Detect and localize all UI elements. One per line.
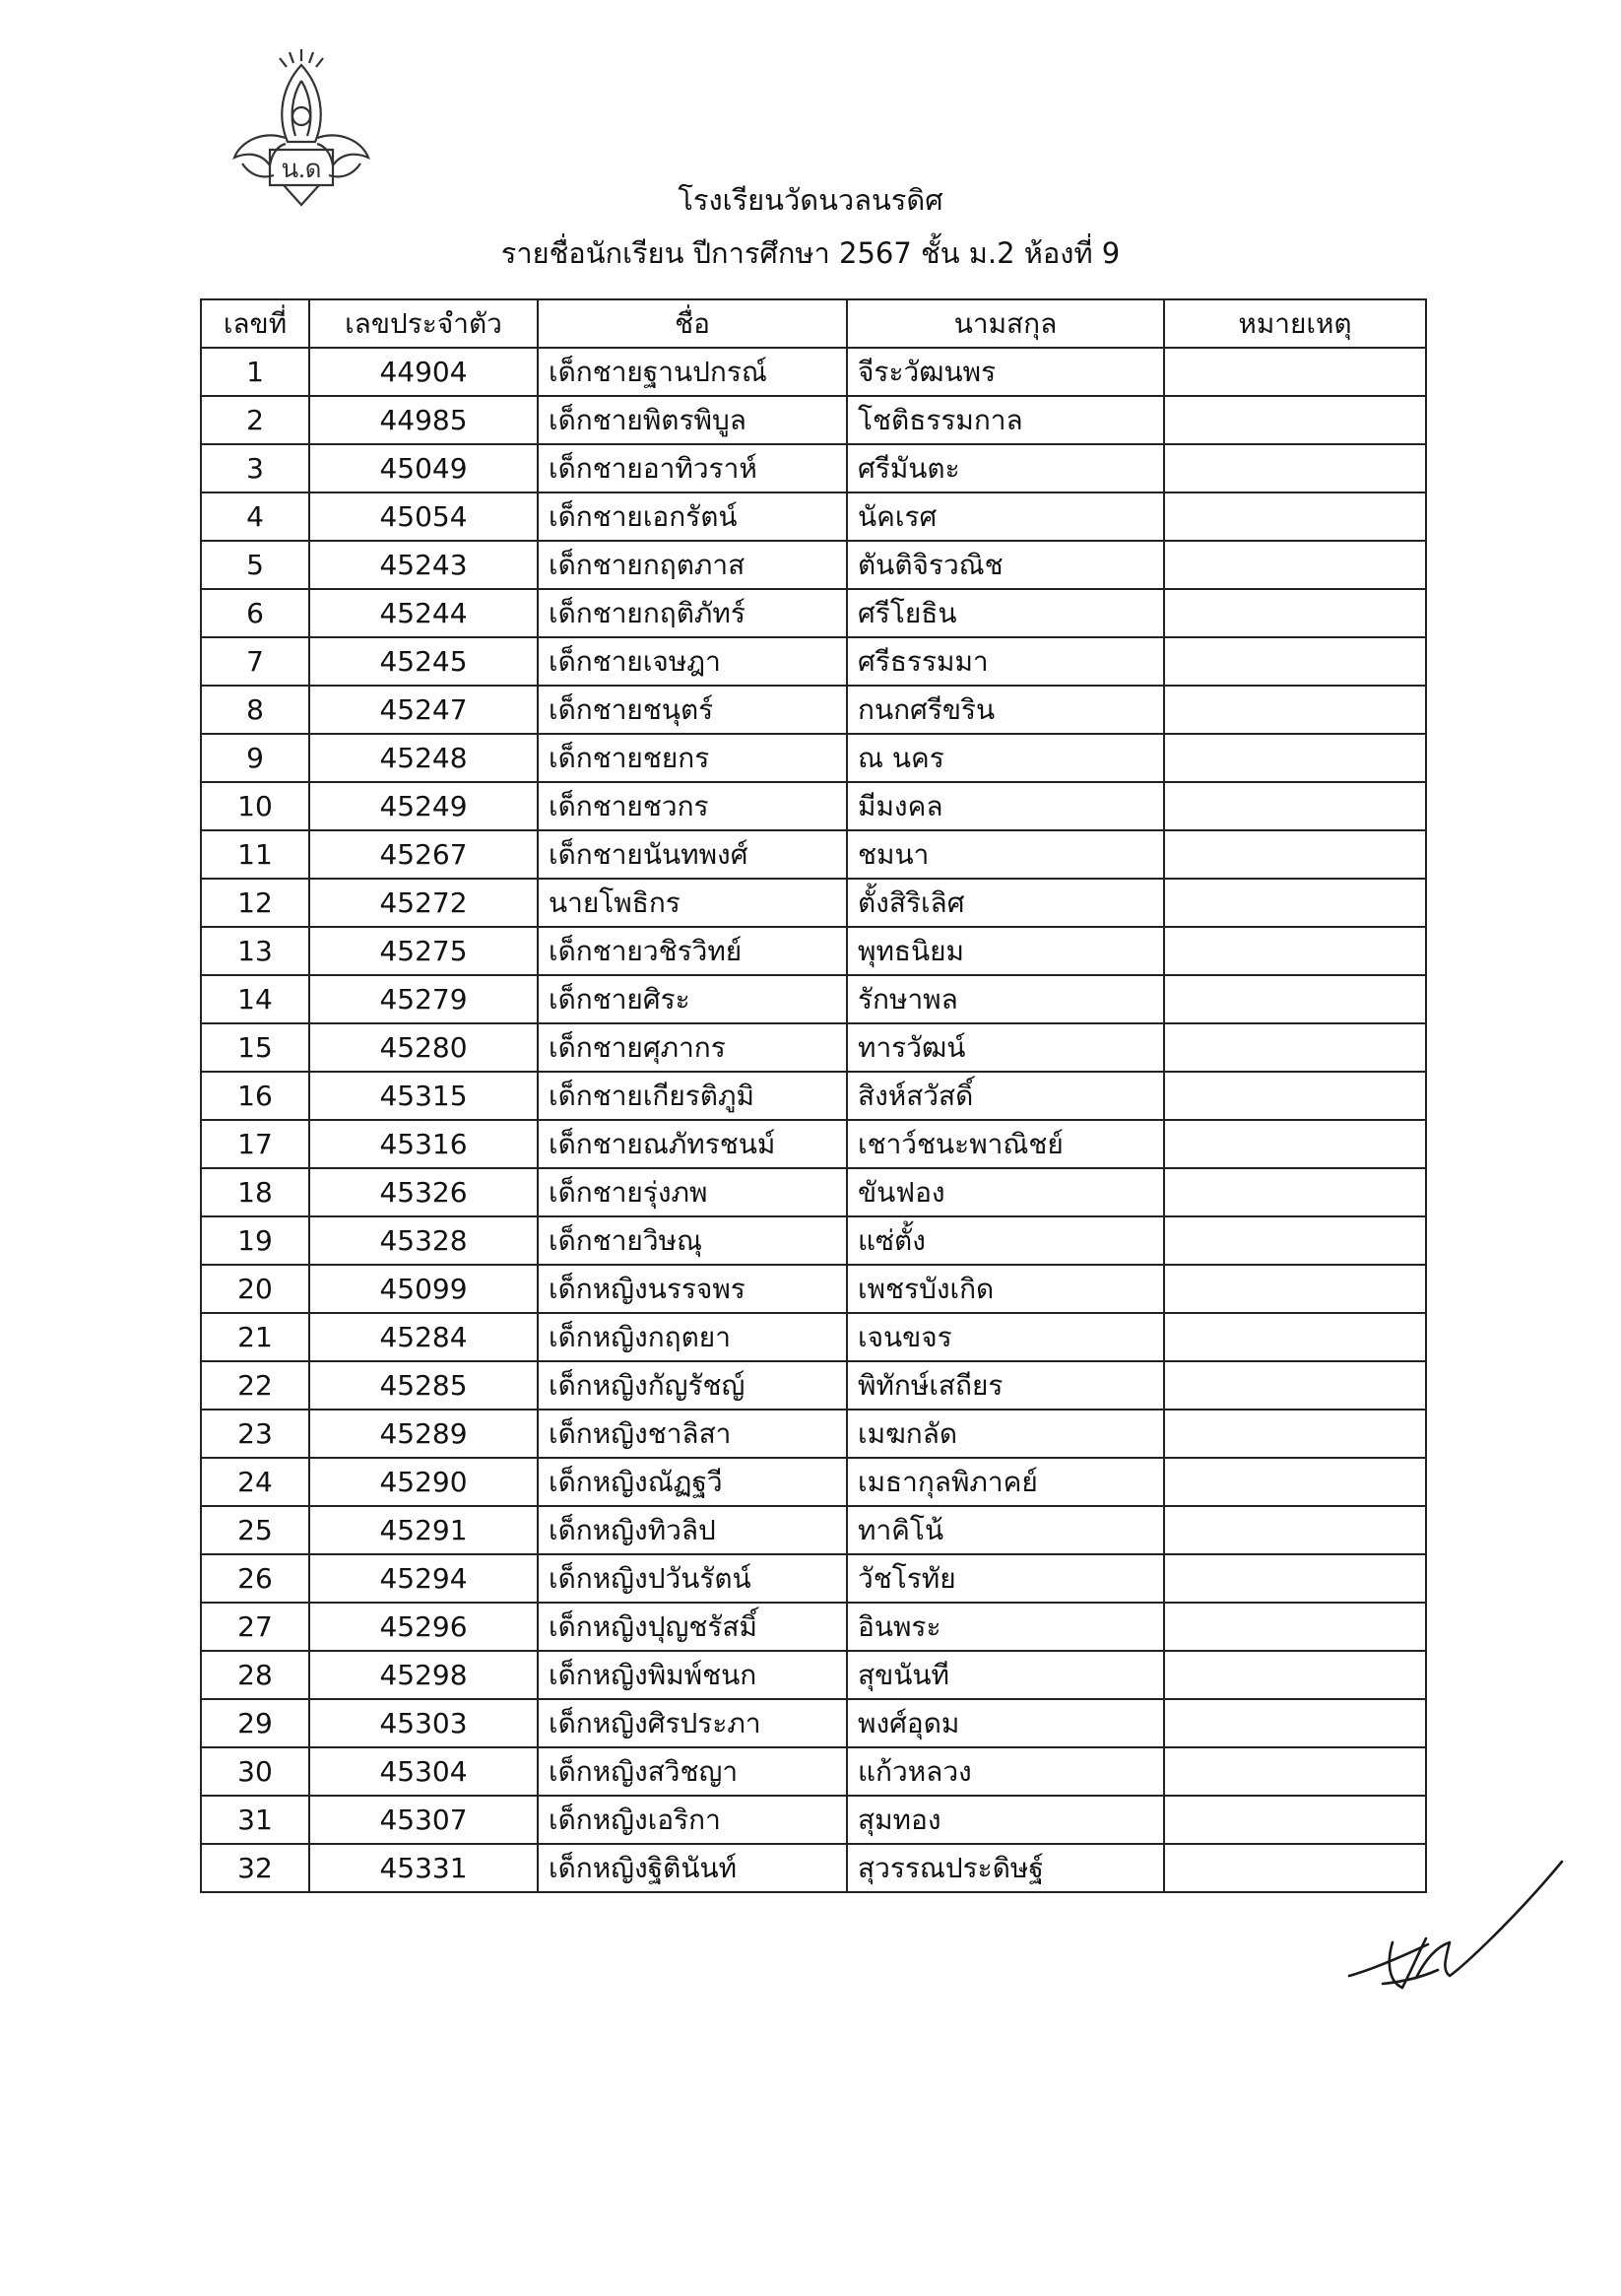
cell-first-name: เด็กชายนันทพงศ์	[538, 830, 847, 879]
cell-number: 31	[201, 1796, 309, 1844]
cell-student-id: 45316	[309, 1120, 538, 1168]
cell-number: 4	[201, 492, 309, 541]
cell-number: 14	[201, 975, 309, 1023]
table-row	[201, 782, 1426, 830]
cell-number: 30	[201, 1747, 309, 1796]
table-row	[201, 879, 1426, 927]
table-row	[201, 1458, 1426, 1506]
cell-remarks	[1164, 1313, 1426, 1361]
table-row	[201, 975, 1426, 1023]
table-row	[201, 1023, 1426, 1072]
cell-first-name: เด็กหญิงสวิชญา	[538, 1747, 847, 1796]
table-row	[201, 1168, 1426, 1216]
cell-student-id: 45244	[309, 589, 538, 637]
cell-number: 24	[201, 1458, 309, 1506]
cell-remarks	[1164, 782, 1426, 830]
cell-first-name: เด็กชายณภัทรชนม์	[538, 1120, 847, 1168]
column-header-remarks: หมายเหตุ	[1164, 299, 1426, 348]
cell-first-name: เด็กหญิงนรรจพร	[538, 1265, 847, 1313]
cell-first-name: เด็กชายศิระ	[538, 975, 847, 1023]
emblem-text: น.ด	[281, 155, 322, 183]
cell-remarks	[1164, 1361, 1426, 1410]
table-row	[201, 396, 1426, 444]
table-row	[201, 927, 1426, 975]
cell-last-name: ทาคิโน้	[847, 1506, 1164, 1554]
cell-number: 11	[201, 830, 309, 879]
cell-last-name: โชติธรรมกาล	[847, 396, 1164, 444]
table-row	[201, 541, 1426, 589]
column-header-number: เลขที่	[201, 299, 309, 348]
table-row	[201, 1216, 1426, 1265]
cell-remarks	[1164, 1554, 1426, 1603]
table-row	[201, 1072, 1426, 1120]
cell-remarks	[1164, 830, 1426, 879]
cell-first-name: เด็กชายชยกร	[538, 734, 847, 782]
table-row	[201, 1796, 1426, 1844]
cell-number: 9	[201, 734, 309, 782]
cell-last-name: ศรีธรรมมา	[847, 637, 1164, 686]
cell-student-id: 45099	[309, 1265, 538, 1313]
table-row	[201, 1265, 1426, 1313]
cell-first-name: เด็กชายเอกรัตน์	[538, 492, 847, 541]
cell-student-id: 45331	[309, 1844, 538, 1892]
cell-number: 3	[201, 444, 309, 492]
cell-first-name: เด็กหญิงชาลิสา	[538, 1410, 847, 1458]
cell-first-name: เด็กชายศุภากร	[538, 1023, 847, 1072]
cell-student-id: 45303	[309, 1699, 538, 1747]
cell-first-name: นายโพธิกร	[538, 879, 847, 927]
cell-remarks	[1164, 1168, 1426, 1216]
cell-number: 1	[201, 348, 309, 396]
cell-last-name: สุขนันที	[847, 1651, 1164, 1699]
cell-remarks	[1164, 1023, 1426, 1072]
cell-remarks	[1164, 686, 1426, 734]
cell-student-id: 45298	[309, 1651, 538, 1699]
column-header-last-name: นามสกุล	[847, 299, 1164, 348]
table-row	[201, 1747, 1426, 1796]
cell-number: 2	[201, 396, 309, 444]
cell-remarks	[1164, 396, 1426, 444]
cell-last-name: แก้วหลวง	[847, 1747, 1164, 1796]
cell-student-id: 45294	[309, 1554, 538, 1603]
cell-number: 21	[201, 1313, 309, 1361]
cell-remarks	[1164, 1072, 1426, 1120]
cell-student-id: 45296	[309, 1603, 538, 1651]
table-row	[201, 444, 1426, 492]
cell-remarks	[1164, 1796, 1426, 1844]
cell-remarks	[1164, 637, 1426, 686]
cell-remarks	[1164, 734, 1426, 782]
cell-number: 17	[201, 1120, 309, 1168]
cell-number: 6	[201, 589, 309, 637]
cell-number: 18	[201, 1168, 309, 1216]
cell-student-id: 45248	[309, 734, 538, 782]
student-roster-table	[200, 298, 1427, 1893]
cell-last-name: ณ นคร	[847, 734, 1164, 782]
cell-number: 25	[201, 1506, 309, 1554]
cell-student-id: 44985	[309, 396, 538, 444]
cell-last-name: มีมงคล	[847, 782, 1164, 830]
cell-student-id: 45290	[309, 1458, 538, 1506]
cell-student-id: 45049	[309, 444, 538, 492]
cell-last-name: รักษาพล	[847, 975, 1164, 1023]
cell-student-id: 45272	[309, 879, 538, 927]
cell-last-name: สุวรรณประดิษฐ์	[847, 1844, 1164, 1892]
cell-first-name: เด็กหญิงปุญชรัสมิ์	[538, 1603, 847, 1651]
cell-number: 5	[201, 541, 309, 589]
cell-student-id: 45307	[309, 1796, 538, 1844]
cell-remarks	[1164, 1216, 1426, 1265]
cell-last-name: ตันติจิรวณิช	[847, 541, 1164, 589]
cell-first-name: เด็กหญิงทิวลิป	[538, 1506, 847, 1554]
school-name: โรงเรียนวัดนวลนรดิศ	[678, 183, 943, 217]
cell-last-name: เมฆกลัด	[847, 1410, 1164, 1458]
cell-student-id: 45245	[309, 637, 538, 686]
cell-remarks	[1164, 348, 1426, 396]
cell-last-name: นัคเรศ	[847, 492, 1164, 541]
cell-number: 15	[201, 1023, 309, 1072]
table-row	[201, 1603, 1426, 1651]
cell-number: 12	[201, 879, 309, 927]
cell-remarks	[1164, 1120, 1426, 1168]
cell-remarks	[1164, 444, 1426, 492]
cell-last-name: แซ่ตั้ง	[847, 1216, 1164, 1265]
cell-student-id: 45285	[309, 1361, 538, 1410]
cell-number: 13	[201, 927, 309, 975]
cell-first-name: เด็กชายกฤติภัทร์	[538, 589, 847, 637]
cell-student-id: 45289	[309, 1410, 538, 1458]
cell-number: 32	[201, 1844, 309, 1892]
table-row	[201, 1506, 1426, 1554]
cell-last-name: อินพระ	[847, 1603, 1164, 1651]
cell-remarks	[1164, 1651, 1426, 1699]
cell-student-id: 45284	[309, 1313, 538, 1361]
cell-first-name: เด็กหญิงปวันรัตน์	[538, 1554, 847, 1603]
cell-student-id: 45280	[309, 1023, 538, 1072]
cell-number: 27	[201, 1603, 309, 1651]
cell-first-name: เด็กหญิงฐิตินันท์	[538, 1844, 847, 1892]
cell-last-name: พงศ์อุดม	[847, 1699, 1164, 1747]
cell-remarks	[1164, 1747, 1426, 1796]
cell-remarks	[1164, 1603, 1426, 1651]
table-row	[201, 1554, 1426, 1603]
roster-subtitle: รายชื่อนักเรียน ปีการศึกษา 2567 ชั้น ม.2 ห้องที่ 9	[500, 236, 1121, 270]
cell-last-name: เจนขจร	[847, 1313, 1164, 1361]
cell-remarks	[1164, 975, 1426, 1023]
cell-remarks	[1164, 1506, 1426, 1554]
cell-remarks	[1164, 541, 1426, 589]
cell-number: 22	[201, 1361, 309, 1410]
cell-number: 19	[201, 1216, 309, 1265]
table-row	[201, 1410, 1426, 1458]
cell-remarks	[1164, 927, 1426, 975]
table-row	[201, 1361, 1426, 1410]
table-row	[201, 589, 1426, 637]
cell-first-name: เด็กชายชวกร	[538, 782, 847, 830]
cell-number: 20	[201, 1265, 309, 1313]
table-row	[201, 1313, 1426, 1361]
cell-last-name: พุทธนิยม	[847, 927, 1164, 975]
cell-last-name: สุมทอง	[847, 1796, 1164, 1844]
cell-number: 7	[201, 637, 309, 686]
cell-last-name: ศรีมันตะ	[847, 444, 1164, 492]
cell-number: 26	[201, 1554, 309, 1603]
cell-first-name: เด็กชายพิตรพิบูล	[538, 396, 847, 444]
table-row	[201, 1844, 1426, 1892]
table-row	[201, 1651, 1426, 1699]
cell-first-name: เด็กชายเกียรติภูมิ	[538, 1072, 847, 1120]
cell-last-name: พิทักษ์เสถียร	[847, 1361, 1164, 1410]
cell-remarks	[1164, 1265, 1426, 1313]
cell-number: 10	[201, 782, 309, 830]
cell-remarks	[1164, 589, 1426, 637]
cell-first-name: เด็กชายวชิรวิทย์	[538, 927, 847, 975]
cell-remarks	[1164, 1699, 1426, 1747]
cell-last-name: เชาว์ชนะพาณิชย์	[847, 1120, 1164, 1168]
table-row	[201, 492, 1426, 541]
cell-first-name: เด็กชายฐานปกรณ์	[538, 348, 847, 396]
cell-student-id: 45243	[309, 541, 538, 589]
cell-remarks	[1164, 879, 1426, 927]
cell-last-name: สิงห์สวัสดิ์	[847, 1072, 1164, 1120]
cell-first-name: เด็กหญิงณัฏฐวี	[538, 1458, 847, 1506]
handwritten-signature	[1347, 1860, 1574, 2017]
cell-first-name: เด็กชายชนุตร์	[538, 686, 847, 734]
cell-remarks	[1164, 1410, 1426, 1458]
cell-last-name: ทารวัฒน์	[847, 1023, 1164, 1072]
cell-first-name: เด็กชายอาทิวราห์	[538, 444, 847, 492]
cell-number: 29	[201, 1699, 309, 1747]
column-header-first-name: ชื่อ	[538, 299, 847, 348]
table-row	[201, 1699, 1426, 1747]
cell-last-name: วัชโรทัย	[847, 1554, 1164, 1603]
cell-number: 8	[201, 686, 309, 734]
cell-last-name: เมธากุลพิภาคย์	[847, 1458, 1164, 1506]
cell-student-id: 45247	[309, 686, 538, 734]
table-row	[201, 348, 1426, 396]
cell-student-id: 45275	[309, 927, 538, 975]
cell-student-id: 45054	[309, 492, 538, 541]
cell-number: 23	[201, 1410, 309, 1458]
cell-first-name: เด็กชายเจษฎา	[538, 637, 847, 686]
table-row	[201, 686, 1426, 734]
cell-last-name: ศรีโยธิน	[847, 589, 1164, 637]
cell-first-name: เด็กหญิงกฤตยา	[538, 1313, 847, 1361]
cell-student-id: 45279	[309, 975, 538, 1023]
cell-last-name: จีระวัฒนพร	[847, 348, 1164, 396]
cell-last-name: กนกศรีขริน	[847, 686, 1164, 734]
table-header-row	[201, 299, 1426, 348]
cell-first-name: เด็กชายวิษณุ	[538, 1216, 847, 1265]
cell-student-id: 45291	[309, 1506, 538, 1554]
cell-first-name: เด็กหญิงศิรประภา	[538, 1699, 847, 1747]
column-header-student-id: เลขประจำตัว	[309, 299, 538, 348]
table-row	[201, 1120, 1426, 1168]
table-row	[201, 830, 1426, 879]
cell-student-id: 45267	[309, 830, 538, 879]
cell-student-id: 45249	[309, 782, 538, 830]
cell-student-id: 45326	[309, 1168, 538, 1216]
cell-first-name: เด็กหญิงพิมพ์ชนก	[538, 1651, 847, 1699]
table-row	[201, 734, 1426, 782]
cell-last-name: ขันฟอง	[847, 1168, 1164, 1216]
cell-student-id: 45315	[309, 1072, 538, 1120]
cell-last-name: เพชรบังเกิด	[847, 1265, 1164, 1313]
cell-first-name: เด็กชายรุ่งภพ	[538, 1168, 847, 1216]
cell-student-id: 44904	[309, 348, 538, 396]
cell-last-name: ตั้งสิริเลิศ	[847, 879, 1164, 927]
cell-first-name: เด็กชายกฤตภาส	[538, 541, 847, 589]
cell-student-id: 45304	[309, 1747, 538, 1796]
table-body	[201, 348, 1426, 1892]
cell-number: 28	[201, 1651, 309, 1699]
table-row	[201, 637, 1426, 686]
cell-first-name: เด็กหญิงกัญรัชญ์	[538, 1361, 847, 1410]
cell-number: 16	[201, 1072, 309, 1120]
cell-first-name: เด็กหญิงเอริกา	[538, 1796, 847, 1844]
cell-remarks	[1164, 1458, 1426, 1506]
cell-last-name: ชมนา	[847, 830, 1164, 879]
cell-student-id: 45328	[309, 1216, 538, 1265]
cell-remarks	[1164, 492, 1426, 541]
